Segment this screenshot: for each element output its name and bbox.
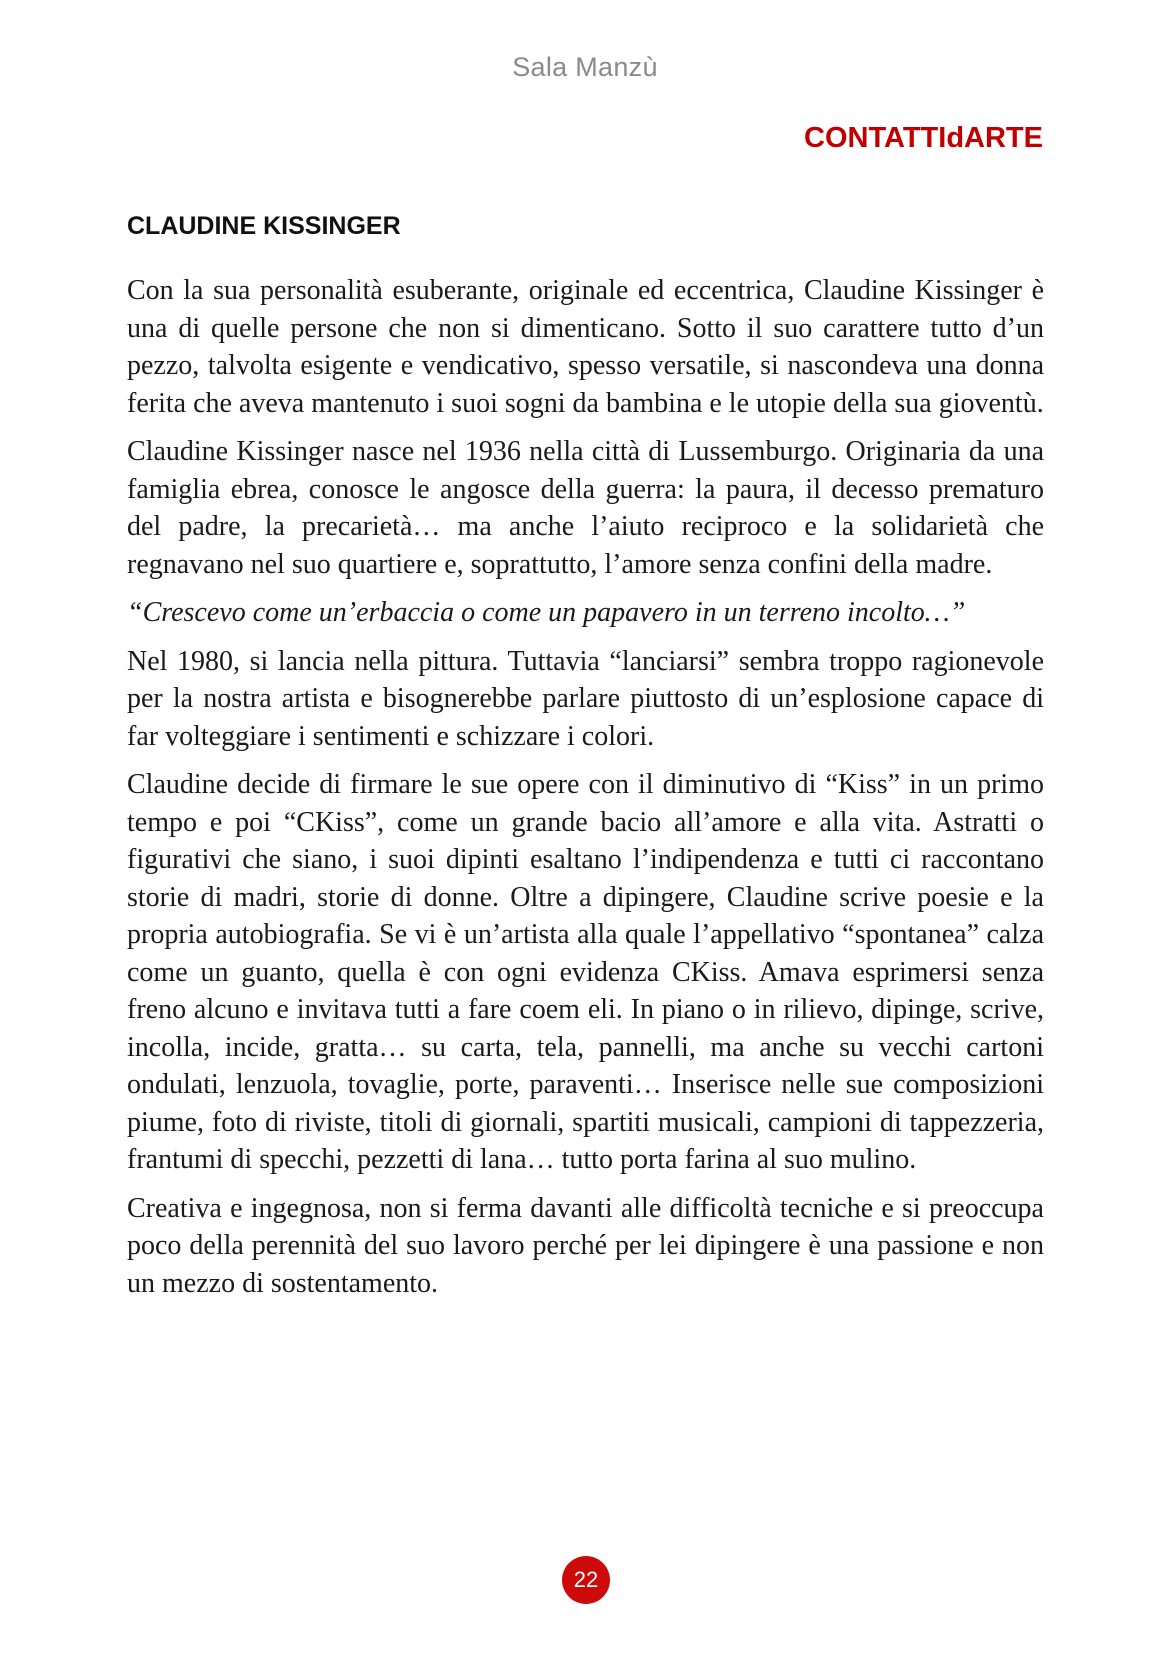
paragraph: Con la sua personalità esuberante, originale ed eccentrica, Claudine Kissinger è una di quelle persone che non si dimenticano. Sotto il suo carattere tutto d’un pezzo, talvolta esigente e vendicativo, spesso versatile, si nascondeva una donna ferita che aveva mantenuto i suoi sogni da bambina e le utopie della sua gioventù. xyxy=(127,275,1044,419)
paragraph: Nel 1980, si lancia nella pittura. Tuttavia “lanciarsi” sembra troppo ragionevole per la nostra artista e bisognerebbe parlare piuttosto di un’esplosione capace di far volteggiare i sentimenti e schizzare i colori. xyxy=(127,645,1044,752)
quote-paragraph: “Crescevo come un’erbaccia o come un papavero in un terreno incolto…” xyxy=(127,597,966,628)
article-title: CLAUDINE KISSINGER xyxy=(127,212,401,240)
brand-title: CONTATTIdARTE xyxy=(804,122,1043,154)
paragraph: Claudine Kissinger nasce nel 1936 nella città di Lussemburgo. Originaria da una famiglia ebrea, conosce le angosce della guerra: la paura, il decesso prematuro del padre, la precarietà… ma anche l’aiuto reciproco e la solidarietà che regnavano nel suo quartiere e, soprattutto, l’amore senza confini della madre. xyxy=(127,436,1044,580)
paragraph: Claudine decide di firmare le sue opere con il diminutivo di “Kiss” in un primo tempo e poi “CKiss”, come un grande bacio all’amore e alla vita. Astratti o figurativi che siano, i suoi dipinti esaltano l’indipendenza e tutti ci raccontano storie di madri, storie di donne. Oltre a dipingere, Claudine scrive poesie e la propria autobiografia. Se vi è un’artista alla quale l’appellativo “spontanea” calza come un guanto, quella è con ogni evidenza CKiss. Amava esprimersi senza freno alcuno e invitava tutti a fare coem eli. In piano o in rilievo, dipinge, scrive, incolla, incide, gratta… su carta, tela, pannelli, ma anche su vecchi cartoni ondulati, lenzuola, tovaglie, porte, paraventi… Inserisce nelle sue composizioni piume, foto di riviste, titoli di giornali, spartiti musicali, campioni di tappezzeria, frantumi di specchi, pezzetti di lana… tutto porta farina al suo mulino. xyxy=(127,769,1044,1175)
paragraph: Creativa e ingegnosa, non si ferma davanti alle difficoltà tecniche e si preoccupa poco della perennità del suo lavoro perché per lei dipingere è una passione e non un mezzo di sostentamento. xyxy=(127,1192,1044,1299)
page-number-badge: 22 xyxy=(562,1556,610,1604)
running-header: Sala Manzù xyxy=(512,52,658,82)
article-body xyxy=(127,272,1044,1313)
